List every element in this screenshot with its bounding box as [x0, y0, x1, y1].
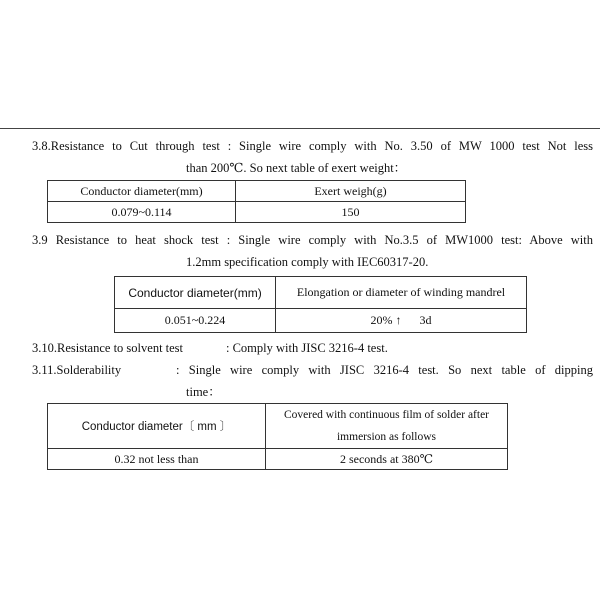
- table-cell: 0.079~0.114: [48, 202, 236, 223]
- table-header: Conductor diameter〔 mm 〕: [48, 404, 266, 449]
- heat-shock-table: [114, 276, 527, 333]
- section-3-11-label: 3.11.Solderability: [32, 363, 122, 377]
- table-header: [266, 404, 508, 449]
- dipping-time-table: [47, 403, 508, 470]
- table-header: Conductor diameter(mm): [115, 277, 276, 309]
- section-3-9-line-2: 1.2mm specification comply with IEC60317-20.: [186, 255, 429, 269]
- section-3-8-line-2: than 200℃. So next table of exert weight：: [186, 161, 407, 175]
- table-cell: 0.051~0.224: [115, 309, 276, 333]
- section-3-10-label: 3.10.Resistance to solvent test: [32, 341, 184, 355]
- section-3-11-line-1: : Single wire comply with JISC 3216-4 test. So next table of dipping: [176, 363, 593, 377]
- table-header: Exert weigh(g): [236, 181, 466, 202]
- table-header-line: immersion as follows: [336, 431, 437, 443]
- table-cell: 2 seconds at 380℃: [266, 449, 508, 470]
- table-cell: 150: [236, 202, 466, 223]
- horizontal-rule: [0, 128, 600, 129]
- table-header-line: Covered with continuous film of solder after: [283, 409, 490, 421]
- section-3-9-line-1: 3.9 Resistance to heat shock test : Single wire comply with No.3.5 of MW1000 test: Above with: [32, 233, 593, 247]
- table-cell: 0.32 not less than: [48, 449, 266, 470]
- section-3-10-text: : Comply with JISC 3216-4 test.: [226, 341, 388, 355]
- table-cell: 20% ↑ 3d: [276, 309, 527, 333]
- exert-weight-table: [47, 180, 466, 223]
- section-3-8-line-1: 3.8.Resistance to Cut through test : Single wire comply with No. 3.50 of MW 1000 test Not less: [32, 139, 593, 153]
- table-header: Elongation or diameter of winding mandrel: [276, 277, 527, 309]
- section-3-11-line-2: time：: [186, 385, 221, 399]
- table-header: Conductor diameter(mm): [48, 181, 236, 202]
